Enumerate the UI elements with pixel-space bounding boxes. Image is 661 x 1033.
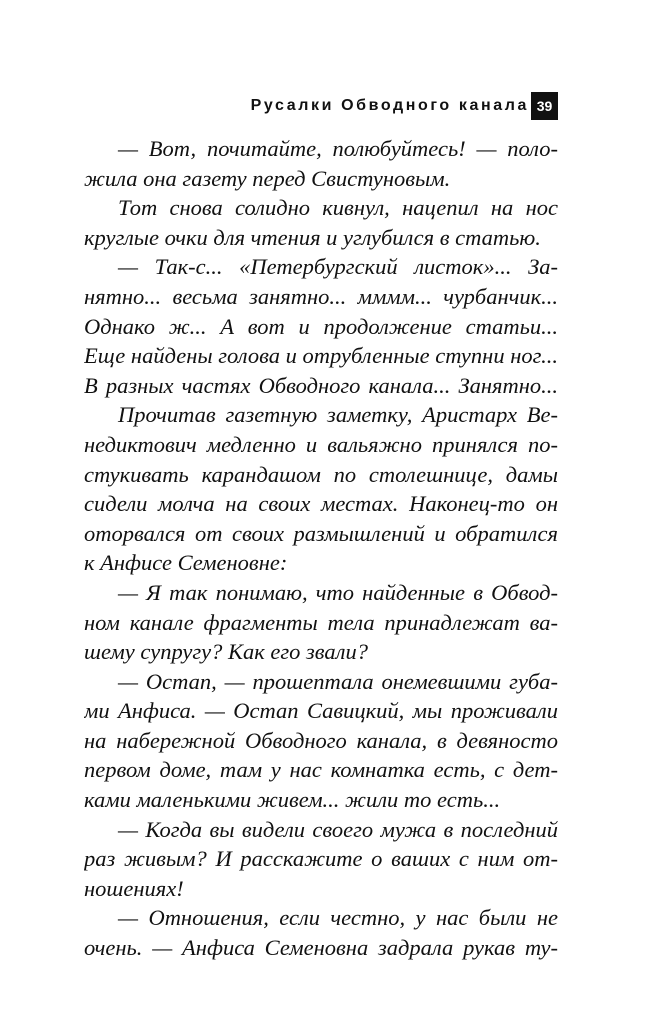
text-line: шему супругу? Как его звали? [84,639,368,665]
text-line: ками маленькими живем... жили то есть... [84,787,501,813]
text-line: Прочитав газетную заметку, Аристарх Ве- [118,402,558,428]
text-line: Тот снова солидно кивнул, нацепил на нос [118,195,558,221]
body-text [84,134,558,963]
text-line: — Вот, почитайте, полюбуйтесь! — поло- [118,136,558,161]
text-line: круглые очки для чтения и углубился в статью. [84,224,541,250]
text-line: ми Анфиса. — Остап Савицкий, мы проживали [84,698,558,724]
text-line: — Я так понимаю, что найденные в Обвод- [118,579,558,605]
text-line: Еще найдены голова и отрубленные ступни ног... [84,343,558,369]
text-line: оторвался от своих размышлений и обратился [84,520,558,546]
text-line: — Отношения, если честно, у нас были не [118,905,558,931]
text-line: жила она газету перед Свистуновым. [84,165,451,191]
text-line: — Так-с... «Петербургский листок»... За- [118,254,558,280]
running-title: Русалки Обводного канала [250,97,529,114]
text-line: ношениях! [84,875,184,901]
text-line: стукивать карандашом по столешнице, дамы [84,461,558,487]
text-line: очень. — Анфиса Семеновна задрала рукав ту- [84,935,558,961]
text-line: ном канале фрагменты тела принадлежат ва- [84,609,558,635]
text-line: на набережной Обводного канала, в девяносто [84,727,558,753]
text-line: — Остап, — прошептала онемевшими губа- [118,668,558,694]
page-header [0,92,661,122]
text-line: недиктович медленно и вальяжно принялся по- [84,431,558,457]
text-line: первом доме, там у нас комнатка есть, с дет- [84,757,558,783]
text-line: В разных частях Обводного канала... Занятно... [84,372,558,398]
page-number-badge: 39 [531,92,558,120]
text-line: — Когда вы видели своего мужа в последний [118,816,558,842]
text-line: раз живым? И расскажите о ваших с ним от- [84,846,558,872]
text-line: нятно... весьма занятно... мммм... чурбанчик... [84,283,558,309]
text-line: сидели молча на своих местах. Наконец-то он [84,491,558,517]
text-line: Однако ж... А вот и продолжение статьи... [84,313,558,339]
text-line: к Анфисе Семеновне: [84,550,288,576]
